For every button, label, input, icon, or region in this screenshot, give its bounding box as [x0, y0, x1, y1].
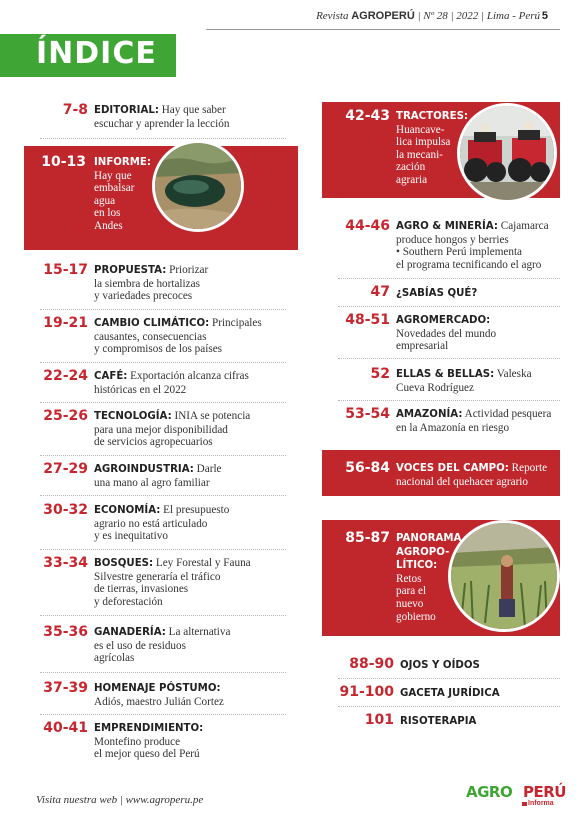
page-range: 56-84 [345, 460, 390, 476]
page-range[interactable]: 91-100 [339, 684, 394, 700]
page-number: 5 [541, 10, 548, 22]
divider [40, 309, 286, 310]
page-range[interactable]: 22-24 [43, 368, 88, 384]
page-range[interactable]: 27-29 [43, 461, 88, 477]
water-reservoir-photo [152, 140, 244, 232]
page-range[interactable]: 53-54 [345, 406, 390, 422]
divider [338, 706, 560, 707]
divider [338, 400, 560, 401]
divider [338, 306, 560, 307]
toc-entry-agro-mineria[interactable]: AGRO & MINERÍA: Cajamarca produce hongos y berries • Southern Perú implementa el programa tecnificando el agro [396, 220, 549, 271]
divider [338, 678, 560, 679]
toc-entry-cambio-climatico[interactable]: CAMBIO CLIMÁTICO: Principales causantes, consecuencias y compromisos de los países [94, 317, 262, 356]
page-range[interactable]: 37-39 [43, 680, 88, 696]
divider [338, 358, 560, 359]
magazine-info: Revista AGROPERÚ | Nº 28 | 2022 | Lima - Perú [316, 10, 540, 22]
toc-entry-tecnologia[interactable]: TECNOLOGÍA: INIA se potencia para una mejor disponibilidad de servicios agropecuarios [94, 410, 251, 449]
page-header [0, 0, 576, 30]
toc-entry-panorama: PANORAMA AGROPO- LÍTICO: Retos para el nuevo gobierno [396, 533, 462, 623]
logo-agro-text: AGRO [466, 783, 513, 801]
page-range[interactable]: 19-21 [43, 315, 88, 331]
toc-entry-bosques[interactable]: BOSQUES: Ley Forestal y Fauna Silvestre generaría el tráfico de tierras, invasiones y deforestación [94, 557, 251, 608]
agroperu-logo [466, 783, 566, 809]
page-range: 10-13 [41, 154, 86, 170]
page-range[interactable]: 44-46 [345, 218, 390, 234]
page-title: ÍNDICE [36, 36, 157, 71]
toc-entry-gaceta-juridica[interactable]: GACETA JURÍDICA [400, 688, 500, 699]
page-range[interactable]: 35-36 [43, 624, 88, 640]
toc-entry-tractores: TRACTORES: Huancave- lica impulsa la mecani- zación agraria [396, 111, 468, 186]
toc-entry-agromercado[interactable]: AGROMERCADO: Novedades del mundo empresarial [396, 315, 497, 353]
page-range[interactable]: 40-41 [43, 720, 88, 736]
toc-entry-voces-del-campo: VOCES DEL CAMPO: Reporte nacional del quehacer agrario [396, 462, 548, 488]
logo-peru-text: PERÚ [523, 783, 566, 801]
page-range[interactable]: 47 [370, 284, 390, 300]
toc-entry-informe: INFORME: Hay que embalsar agua en los Andes [94, 157, 151, 232]
toc-entry-editorial[interactable]: EDITORIAL: Hay que saber escuchar y aprender la lección [94, 104, 230, 130]
divider [40, 615, 286, 616]
toc-entry-emprendimiento[interactable]: EMPRENDIMIENTO: Montefino produce el mejor queso del Perú [94, 723, 204, 761]
page-range[interactable]: 88-90 [349, 656, 394, 672]
divider [40, 495, 286, 496]
toc-entry-amazonia[interactable]: AMAZONÍA: Actividad pesquera en la Amazonía en riesgo [396, 408, 552, 434]
toc-entry-risoterapia[interactable]: RISOTERAPIA [400, 716, 477, 727]
toc-entry-ojos-y-oidos[interactable]: OJOS Y OÍDOS [400, 660, 480, 671]
page-range[interactable]: 15-17 [43, 262, 88, 278]
divider [40, 138, 286, 139]
farmer-field-photo [448, 520, 560, 632]
page-range: 42-43 [345, 108, 390, 124]
page-range[interactable]: 101 [364, 712, 394, 728]
header-rule [206, 29, 560, 30]
page-range[interactable]: 52 [370, 366, 390, 382]
toc-entry-sabias-que[interactable]: ¿SABÍAS QUÉ? [396, 288, 478, 299]
divider [40, 402, 286, 403]
page-range: 85-87 [345, 530, 390, 546]
toc-box-voces-del-campo[interactable] [322, 450, 560, 496]
page-range[interactable]: 25-26 [43, 408, 88, 424]
divider [40, 714, 286, 715]
toc-entry-cafe[interactable]: CAFÉ: Exportación alcanza cifras históricas en el 2022 [94, 370, 249, 396]
toc-entry-homenaje[interactable]: HOMENAJE PÓSTUMO: Adiós, maestro Julián Cortez [94, 683, 224, 708]
divider [40, 549, 286, 550]
logo-bar-icon [522, 802, 527, 806]
divider [338, 278, 560, 279]
page-range[interactable]: 7-8 [62, 102, 88, 118]
logo-informa-text: Informa [528, 800, 554, 807]
website-footer[interactable]: Visita nuestra web | www.agroperu.pe [36, 794, 204, 806]
toc-entry-ellas-bellas[interactable]: ELLAS & BELLAS: Valeska Cueva Rodríguez [396, 368, 532, 394]
divider [40, 362, 286, 363]
page-range[interactable]: 33-34 [43, 555, 88, 571]
toc-entry-agroindustria[interactable]: AGROINDUSTRIA: Darle una mano al agro familiar [94, 463, 222, 489]
toc-entry-propuesta[interactable]: PROPUESTA: Priorizar la siembra de hortalizas y variedades precoces [94, 264, 209, 303]
tractors-photo [457, 103, 557, 203]
toc-entry-ganaderia[interactable]: GANADERÍA: La alternativa es el uso de residuos agrícolas [94, 626, 231, 665]
page-range[interactable]: 30-32 [43, 502, 88, 518]
toc-entry-economia[interactable]: ECONOMÍA: El presupuesto agrario no está articulado y es inequitativo [94, 504, 230, 543]
divider [40, 455, 286, 456]
divider [40, 672, 286, 673]
page-range[interactable]: 48-51 [345, 312, 390, 328]
